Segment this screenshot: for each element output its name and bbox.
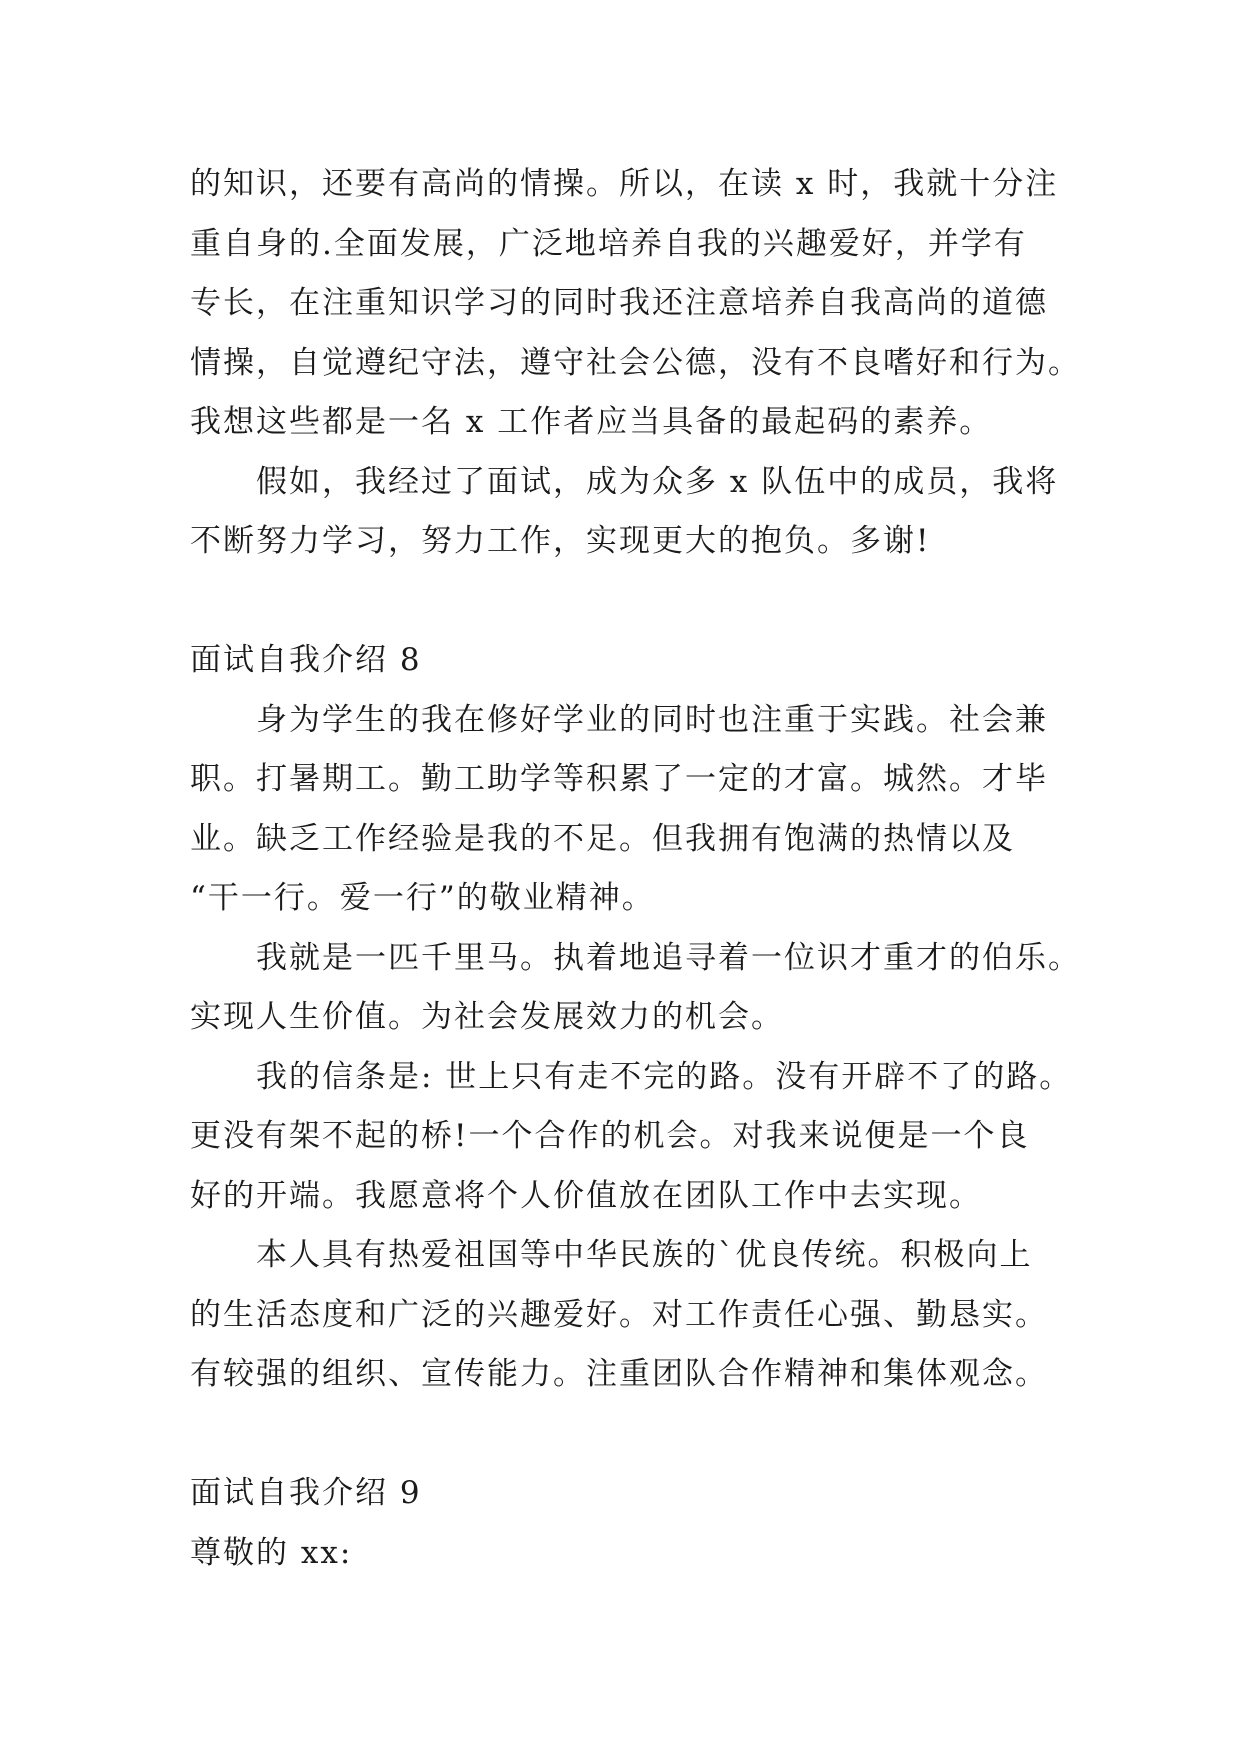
text-line: 的生活态度和广泛的兴趣爱好。对工作责任心强、勤恳实。: [190, 1296, 1048, 1333]
section-spacer: [190, 1405, 1060, 1465]
section-8-paragraph-2: [190, 929, 1081, 1048]
text-line: 专长，在注重知识学习的同时我还注意培养自我高尚的道德: [190, 285, 1048, 321]
text-line: 有较强的组织、宣传能力。注重团队合作精神和集体观念。: [190, 1356, 1048, 1392]
text-line: 好的开端。我愿意将个人价值放在团队工作中去实现。: [190, 1177, 982, 1214]
section-7-paragraph-2: [190, 453, 1060, 572]
salutation: 尊敬的 xx:: [190, 1534, 353, 1571]
text-line: 我的信条是: 世上只有走不完的路。没有开辟不了的路。: [256, 1058, 1073, 1095]
text-line: 更没有架不起的桥!一个合作的机会。对我来说便是一个良: [190, 1118, 1030, 1154]
text-line: 情操，自觉遵纪守法，遵守社会公德，没有不良嗜好和行为。: [190, 344, 1081, 381]
text-line: “干一行。爱一行”的敬业精神。: [190, 880, 655, 916]
text-line: 重自身的.全面发展，广泛地培养自我的兴趣爱好，并学有: [190, 225, 1027, 262]
text-line: 我想这些都是一名 x 工作者应当具备的最起码的素养。: [190, 404, 993, 440]
text-line: 本人具有热爱祖国等中华民族的`优良传统。积极向上: [256, 1237, 1033, 1273]
text-line: 不断努力学习，努力工作，实现更大的抱负。多谢!: [190, 523, 931, 559]
section-8-paragraph-4: [190, 1226, 1060, 1405]
text-line: 假如，我经过了面试，成为众多 x 队伍中的成员，我将: [256, 463, 1059, 500]
text-line: 业。缺乏工作经验是我的不足。但我拥有饱满的热情以及: [190, 820, 1015, 857]
section-8-paragraph-3: [190, 1048, 1073, 1227]
text-line: 职。打暑期工。勤工助学等积累了一定的才富。城然。才毕: [190, 761, 1048, 797]
document-body: [190, 155, 1081, 1583]
text-line: 的知识，还要有高尚的情操。所以，在读 x 时，我就十分注: [190, 166, 1059, 202]
text-line: 身为学生的我在修好学业的同时也注重于实践。社会兼: [256, 701, 1048, 738]
section-9-heading: 面试自我介绍 9: [190, 1475, 422, 1511]
section-8-heading: 面试自我介绍 8: [190, 642, 422, 678]
text-line: 实现人生价值。为社会发展效力的机会。: [190, 999, 784, 1035]
section-7-paragraph-1: [190, 155, 1081, 453]
section-spacer: [190, 572, 1060, 632]
text-line: 我就是一匹千里马。执着地追寻着一位识才重才的伯乐。: [256, 939, 1081, 976]
section-8-paragraph-1: [190, 691, 1060, 929]
